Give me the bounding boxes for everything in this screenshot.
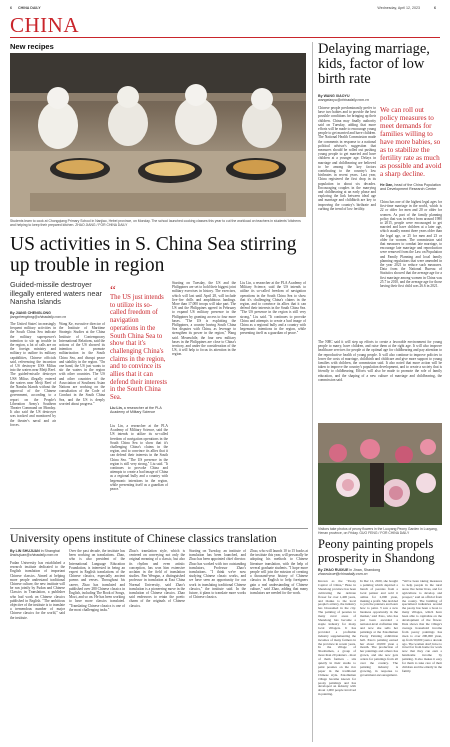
scs-column-3: Liu Lin, a researcher at the PLA Academy of Military Science, said the US intends to utilize its so-called freedom of navigation operations in the South China Sea to show that it's challenging China's claims in the region, and to convince its allies that it can defend their interests in the South China Sea. "The US presence in the region is still very strong," Liu said. "It continues to provoke China and attempts to create a bad image of China as a regional bully and a country with hegemonic intentions in the region, while presenting itself as a guardian of peace." — [110, 424, 168, 492]
column-divider-right — [312, 42, 313, 742]
section-rule — [10, 37, 440, 38]
peony-byline-author: By ZHAO RUIXUE — [318, 568, 349, 572]
scs-headline: US activities in S. China Sea stirring up trouble in region — [10, 234, 297, 276]
scs-byline — [10, 311, 105, 319]
peony-byline-place: in Jinan, Shandong — [349, 568, 381, 572]
peony-column-3: "We've been taking measures to help people in the rural areas live better lives, and for agriculture to develop and prosper," said an official from the county. The building of specialized industries around the peony has been a boon to many villages, which have been able to capitalize on the development of the flower. Data shows that the village's average household income from peony paintings has risen to over 200,000 yuan, up from 50,000 yuan a decade ago. The women don't have to travel far from home for work now that they can earn a handsome income by painting. It also makes it easy for them to take care of their children and the elderly in the family. — [402, 580, 442, 673]
scs-pull-title: a researcher at the PLA Academy of Military Science — [110, 406, 162, 415]
scs-column-4: Starting on Tuesday, the US and the Philippines are set to hold their biggest joint military exercises in history. The exercises, which will last until April 28, will include live-fire drills and amphibious landings. More than 17,000 troops will take part. The US and the Philippines agreed in February to expand US military presence in the Philippines by granting access to four more bases. "The US is exploiting the Philippines, a country having South China Sea disputes with China, as leverage to strengthen its power in the region," Wang said. Meanwhile, the four new military bases in the Philippines are close to China's territory, and under the consideration of the US, it will help to focus its attention in the region. — [172, 281, 236, 357]
publication-name: CHINA DAILY — [18, 6, 41, 10]
scs-subhead: Guided-missile destroyer illegally entered waters near Nansha Islands — [10, 281, 103, 307]
peony-photo — [318, 423, 442, 525]
peony-byline — [318, 568, 442, 576]
scs-column-2: Wang Ke, executive director of the Institute of Maritime Strategic Studies at the China Institute of Contemporary International Relations, said the actions of the US showed its intention to promote militarization in the South China Sea, and disrupt peace and stability in the region. "On one hand, the US just wants to stir the waters in the region with other countries. The US and other countries of the Association of Southeast Asian Nations are working on the consultation of the Code of Conduct in the South China Sea, and the US is deeply worried about progress." — [59, 322, 105, 406]
peony-column-1: Known as the "Peony Capital of China," Heze in Shandong province has been cultivating the delicate flower for over 1,400 years, and thanks to the local people's artistry, the industry has blossomed in the city. The painting of peonies in many rural areas of Shandong has become a staple industry for many local villagers. It has provided a profitable industry supplementing the incomes of many farmers in the province in recent years. In the village of Xiaoliumen, a group of more than 20 painters - most of them farmers - sits quietly in their studio to paint peonies on the rice paper in the traditional Chinese style. Xiaoliumen village became known for peony paintings and has developed an industry with about 1,000 people involved in painting. — [318, 580, 356, 697]
section-divider-bottom — [10, 528, 308, 529]
university-headline: University opens institute of Chinese classics translation — [10, 532, 277, 545]
peony-byline-email: zhaoruixue@chinadaily.com.cn — [318, 572, 368, 577]
delaying-pull-quote: We can roll out policy measures to meet demands for families willing to have more babies, so as to stabilize the fertility rate as much as possible and avoid a sharp decline. — [380, 106, 442, 178]
peony-headline: Peony painting propels prosperity in Shandong — [318, 538, 435, 565]
delaying-byline-name: By WANG XIAOYU — [318, 94, 350, 98]
delaying-byline — [318, 94, 442, 102]
university-column-3: Zhao's translation style, which is centered on conveying not only the original meaning of a classic, but also its rhythm and even artistic conception, has won him extensive acclaim in the field of translation studies. Pan Wenguo, a distinguished professor in translation at East China Normal University, said Zhao's translation is a pioneering move in the translation of Chinese classics. Zhao said endeavors to retain the poetic charm of the originals of Chinese classics. — [129, 549, 185, 608]
scs-byline-name: By JIANG CHENGLONG — [10, 311, 51, 315]
delaying-pull-name: He Dan, — [380, 183, 394, 187]
peony-caption: Visitors take photos of peony flowers in the Luoyang Peony Garden in Luoyang, Henan province, on Friday. GUO FENG / FOR CHINA DAILY — [318, 527, 438, 536]
page-number-right: 6 — [434, 6, 436, 10]
masthead — [10, 5, 440, 13]
university-column-2: Over the past decade, the institute has been working on translations. Zhao, who is also president of the International Language Education Foundation, is interested in being an expert in English translations of the Chinese classics, especially ancient poems and verses. Throughout his career, Zhao has translated and published over 280 Chinese classics in English, including The Book of Songs, Mozi, and so on. He has been working to have more classics translated. "Translating Chinese classics is one of the most challenging tasks." — [69, 549, 125, 612]
university-column-1: Fudan University has established a research institute dedicated to the English translation of important Chinese classics. Aimed at helping more people understand traditional Chinese culture, the new institute will be run jointly by Fudan and Chinese Classics in Translation, a publisher who had work on Chinese classics published in English. "The ambitious objective of the institute is to translate a tremendous number of major Chinese classics for the world," said the institute. — [10, 561, 65, 620]
issue-date: Wednesday, April 12, 2023 — [377, 6, 420, 10]
university-column-4: Starting on Tuesday, an institute of translation has been launched, and Zhao has been appointed chief director. Zhao has worked with two outstanding translators, Professor Zhao's translations. "I think we're now studying Chinese classic works, and we have seen an opportunity for our work in translating traditional Chinese classics," the institute said. In the future, it plans to translate more works of Chinese classics. — [189, 549, 246, 600]
peony-column-2: In Dec 12, 2020, she bought a painting which depicted a bunch of peonies from a local painter and sold it online for 2,000 yuan, making a profit. She decided to join the painters and learn how to paint. 'I saw a new business opportunity in the market,' said Xiao, who has just been awarded a national-level craftsman title and now she sells her paintings at the Xiaoliumen Peony Painting exhibition hall. Xiao's painting earned her about 10,000 yuan a month. The production of her paintings and others has grown, and she now gets orders for paintings from all over the country. The painting industry is growing, in response to government encouragement. — [360, 580, 398, 677]
delaying-byline-email: wangxiaoyu@chinadaily.com.cn — [318, 98, 369, 103]
scs-pull-attribution — [110, 406, 168, 422]
section-title: CHINA — [10, 14, 79, 36]
delaying-pull-title: head of the China Population and Development Research Center — [380, 183, 441, 192]
scs-pull-quote-mark: “ — [110, 284, 116, 296]
scs-byline-email: jiangchenglong@chinadaily.com.cn — [10, 315, 67, 320]
university-byline — [10, 549, 65, 557]
university-byline-place: in Shanghai — [40, 549, 60, 553]
scs-pull-quote: The US just intends to utilize its so-called freedom of navigation operations in the South China Sea to show that it's challenging China's claims in the region, and to convince its allies that it can defend their interests in the South China Sea. — [110, 294, 167, 402]
delaying-column-1: Chinese people predominantly prefer to have two babies and to provide the best possible conditions for bringing up their children. China may finally authority said on Tuesday, adding that more efforts will be made to encourage young people to get married and have children. The National Health Commission made the comments in response to a national political advisor's suggestion that measures should be rolled out pushing young people to get married and have children at a younger age. Delays in marriage and childbearing are believed to be among the key factors contributing to the country's low birthrates in recent years. Last year, China registered the first drop in its population in about six decades. Encouraging couples in the marrying and childbearing at an early phase and exploring the link between ideal age and marriage and childbirth are key to improving the country's birthrate and curbing the trend of low fertility. — [318, 106, 376, 211]
delaying-pull-attribution — [380, 183, 442, 199]
scs-column-5: Liu Lin, a researcher at the PLA Academy of Military Science, said the US intends to utilize its so-called freedom of navigation operations in the South China Sea to show that it's challenging China's claims in the region, and to convince its allies that it can defend their interests in the South China Sea. "The US presence in the region is still very strong," Liu said. "It continues to provoke China and attempts to create a bad image of China as a regional bully and a country with hegemonic intentions in the region, while presenting itself as a guardian of peace." — [240, 281, 306, 336]
page-number: 6 — [10, 6, 12, 10]
university-byline-author: By LIN SHUJUAN — [10, 549, 40, 553]
scs-column-1: The United States' increasingly frequent military activities in the South China Sea indicate the military superpower's intention to stir up trouble in the region, a lot of calls are on the foreign ministry and military to outline its military capabilities, Chinese officials said, referencing the incursion of US destroyer USS Milius into the waters near Meiji Reef. The guided-missile destroyer USS Milius illegally entered the waters near Meiji Reef of the Nansha Islands without the approval of the Chinese government, according to a report on the People's Liberation Army's Southern Theater Command on Monday. It also said the US destroyer was tracked and monitored by the theater's naval and air forces. — [10, 322, 56, 427]
peony-garden-illustration — [318, 423, 442, 525]
university-column-5: Zhao, who will launch 10 to 15 books at the institute this year, will personally be adopting his methods to Chinese literature translation, with the help of several graduate students. "I hope more people will join the mission of creating a thousand-year history of Chinese classics in English to help foreigners gain a real understanding of Chinese culture," said Zhao, adding that many translators are needed for the work. — [250, 549, 308, 596]
new-recipes-kicker: New recipes — [10, 42, 54, 51]
university-byline-email: linshujuan@chinadaily.com.cn — [10, 553, 59, 558]
delaying-column-2: China has one of the highest legal ages for first-time marriage in the world, which is 22 or older for men and 20 or older for women. As part of the family planning policy that was in effect from around 1980 to 2015, people were encouraged to get married and have children at a later age, which usually meant three years older than the legal age, or 25 for men and 23 or older for women. The commission said that measures to combat late marriage, to encourage late marriage and reproduction were removed from the Law on Population and Family Planning and local family planning regulations that were amended in the year 2021 to reduce such measures. Data from the National Bureau of Statistics showed that the average age for a first marriage among women in China was 25.7 in 2010, and the average age for those having their first child was 26.6 in 2021. — [380, 200, 442, 289]
cooking-scene-illustration — [10, 53, 306, 217]
cooking-class-photo — [10, 53, 306, 217]
delaying-column-3: The NHC said it will step up efforts to create a favorable environment for young people to marry, have children, and raise them at the right age. It will also improve healthcare services for people at the optimal age for childbearing and pay attention to the reproductive health of young people. It will also continue to improve policies to lower the costs of marriage, childbirth and childcare and give more support to young families with children, the commission said. It also noted that more action will be taken to improve the country's population development, and to create a society that is friendly to childbearing. Efforts will also be made to promote the role of family education, and the shaping of a new culture of marriage and childbearing, the commission said. — [318, 340, 442, 382]
new-recipes-caption: Students learn to cook at Chongqiang Primary School in Nanjiao, Hebei province, on Monday. The school launched cooking classes this year to cut the workload on teachers in students' kitchens and helping to keep their prepared kitchen. ZHAO JIANG / FOR CHINA DAILY — [10, 219, 301, 228]
delaying-headline: Delaying marriage, kids, factor of low birth rate — [318, 42, 430, 87]
scs-pull-name: Liu Lin, — [110, 406, 123, 410]
